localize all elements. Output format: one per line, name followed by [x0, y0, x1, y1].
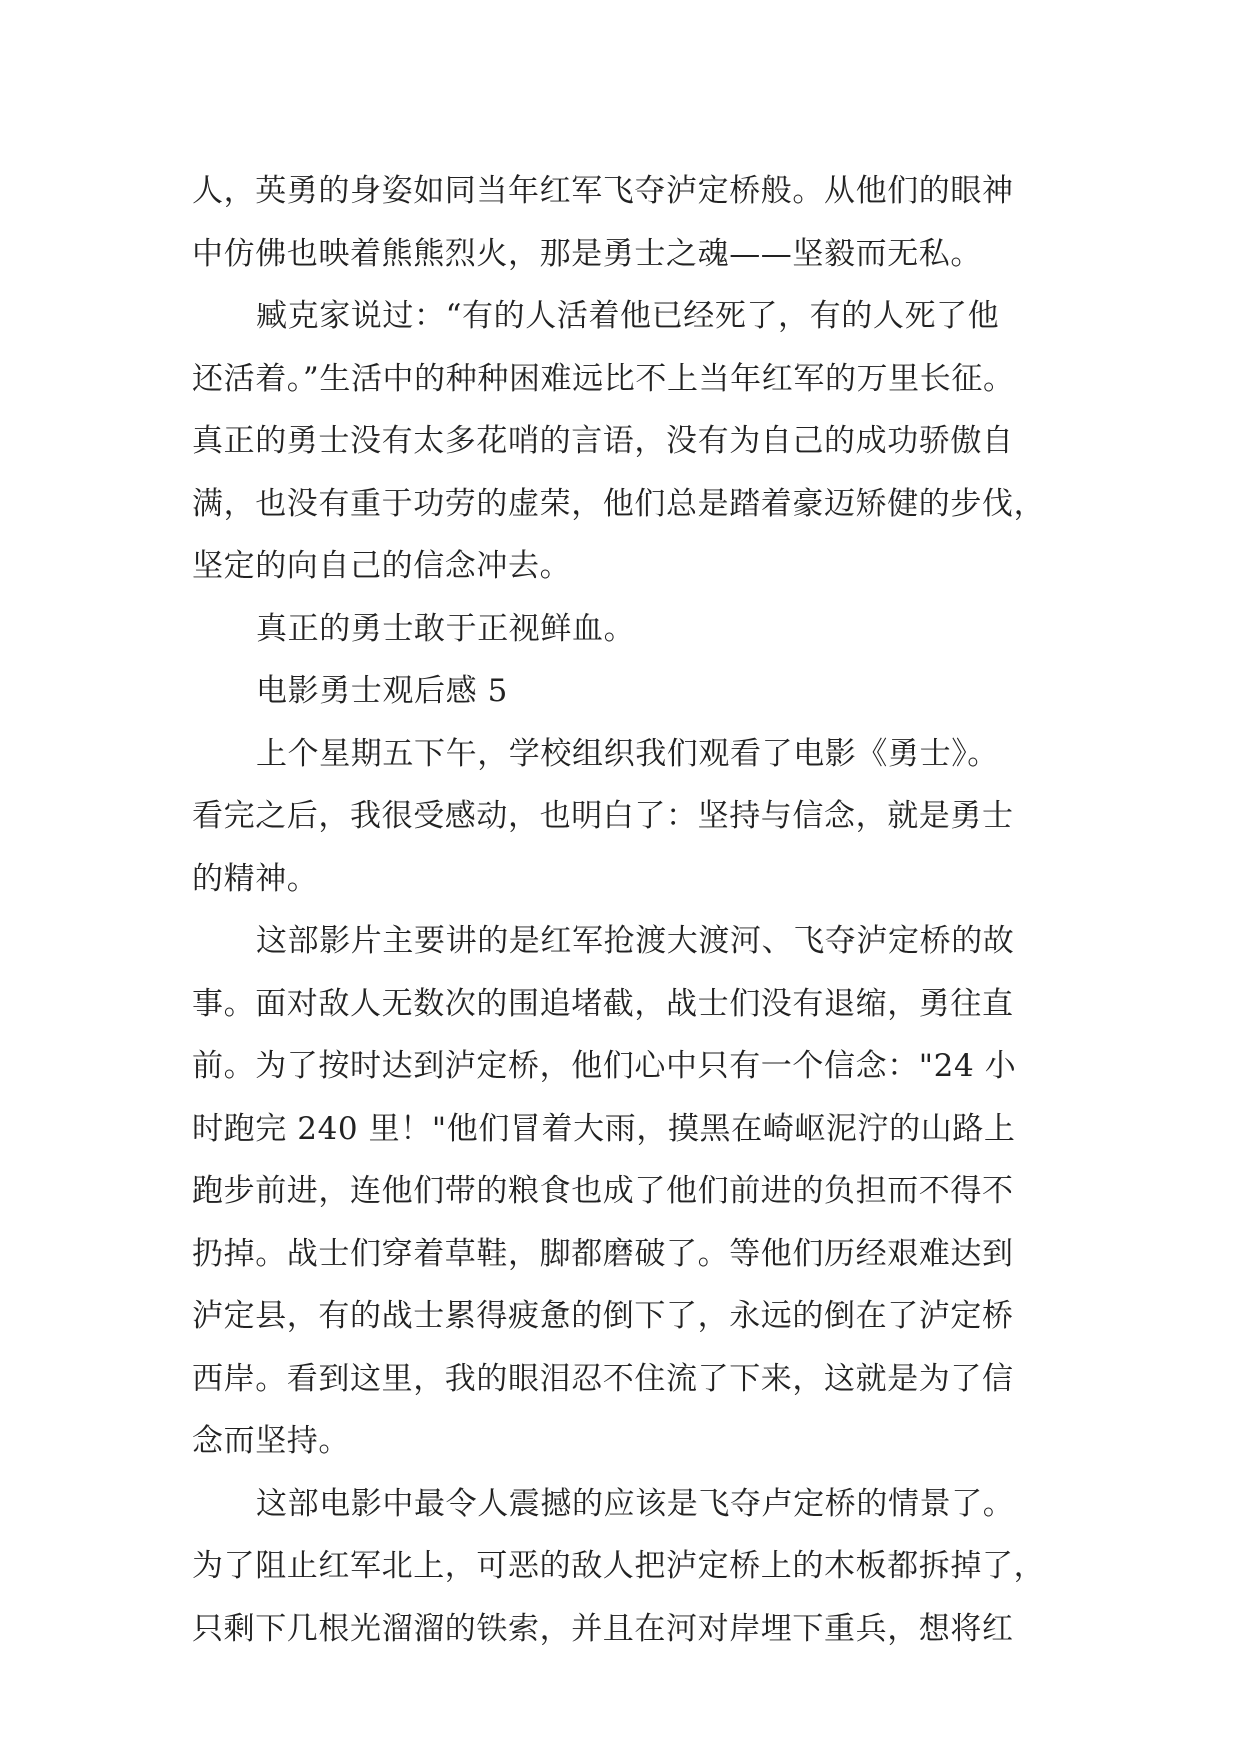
text-line: 时跑完 240 里！"他们冒着大雨，摸黑在崎岖泥泞的山路上	[192, 1110, 1016, 1147]
text-line: 念而坚持。	[192, 1423, 350, 1459]
text-line: 前。为了按时达到泸定桥，他们心中只有一个信念："24 小	[192, 1048, 1017, 1084]
text-line: 真正的勇士没有太多花哨的言语，没有为自己的成功骄傲自	[192, 423, 1014, 459]
paragraph-start-line: 臧克家说过：“有的人活着他已经死了，有的人死了他	[256, 298, 1000, 334]
text-line: 的精神。	[192, 860, 319, 897]
paragraph-start-line: 真正的勇士敢于正视鲜血。	[256, 610, 636, 647]
text-line: 看完之后，我很受感动，也明白了：坚持与信念，就是勇士	[192, 798, 1014, 834]
text-line: 扔掉。战士们穿着草鞋，脚都磨破了。等他们历经艰难达到	[192, 1235, 1014, 1272]
text-line: 事。面对敌人无数次的围追堵截，战士们没有退缩，勇往直	[192, 985, 1014, 1022]
text-line: 满，也没有重于功劳的虚荣，他们总是踏着豪迈矫健的步伐，	[192, 485, 1046, 522]
text-line: 为了阻止红军北上，可恶的敌人把泸定桥上的木板都拆掉了，	[192, 1548, 1046, 1584]
text-line: 跑步前进，连他们带的粮食也成了他们前进的负担而不得不	[192, 1173, 1014, 1209]
text-line: 坚定的向自己的信念冲去。	[192, 548, 572, 584]
text-line: 还活着。”生活中的种种困难远比不上当年红军的万里长征。	[192, 360, 1015, 397]
paragraph-start-line: 这部影片主要讲的是红军抢渡大渡河、飞夺泸定桥的故	[256, 923, 1015, 959]
text-line: 人，英勇的身姿如同当年红军飞夺泸定桥般。从他们的眼神	[192, 173, 1014, 209]
text-line: 中仿佛也映着熊熊烈火，那是勇士之魂——坚毅而无私。	[192, 235, 982, 272]
paragraph-start-line: 上个星期五下午，学校组织我们观看了电影《勇士》。	[256, 735, 999, 772]
text-line: 西岸。看到这里，我的眼泪忍不住流了下来，这就是为了信	[192, 1360, 1014, 1397]
body-text	[192, 160, 1052, 1660]
text-line: 泸定县，有的战士累得疲惫的倒下了，永远的倒在了泸定桥	[192, 1298, 1014, 1334]
paragraph-start-line: 这部电影中最令人震撼的应该是飞夺卢定桥的情景了。	[256, 1485, 1015, 1522]
section-heading: 电影勇士观后感 5	[256, 673, 508, 709]
text-line: 只剩下几根光溜溜的铁索，并且在河对岸埋下重兵，想将红	[192, 1610, 1014, 1647]
